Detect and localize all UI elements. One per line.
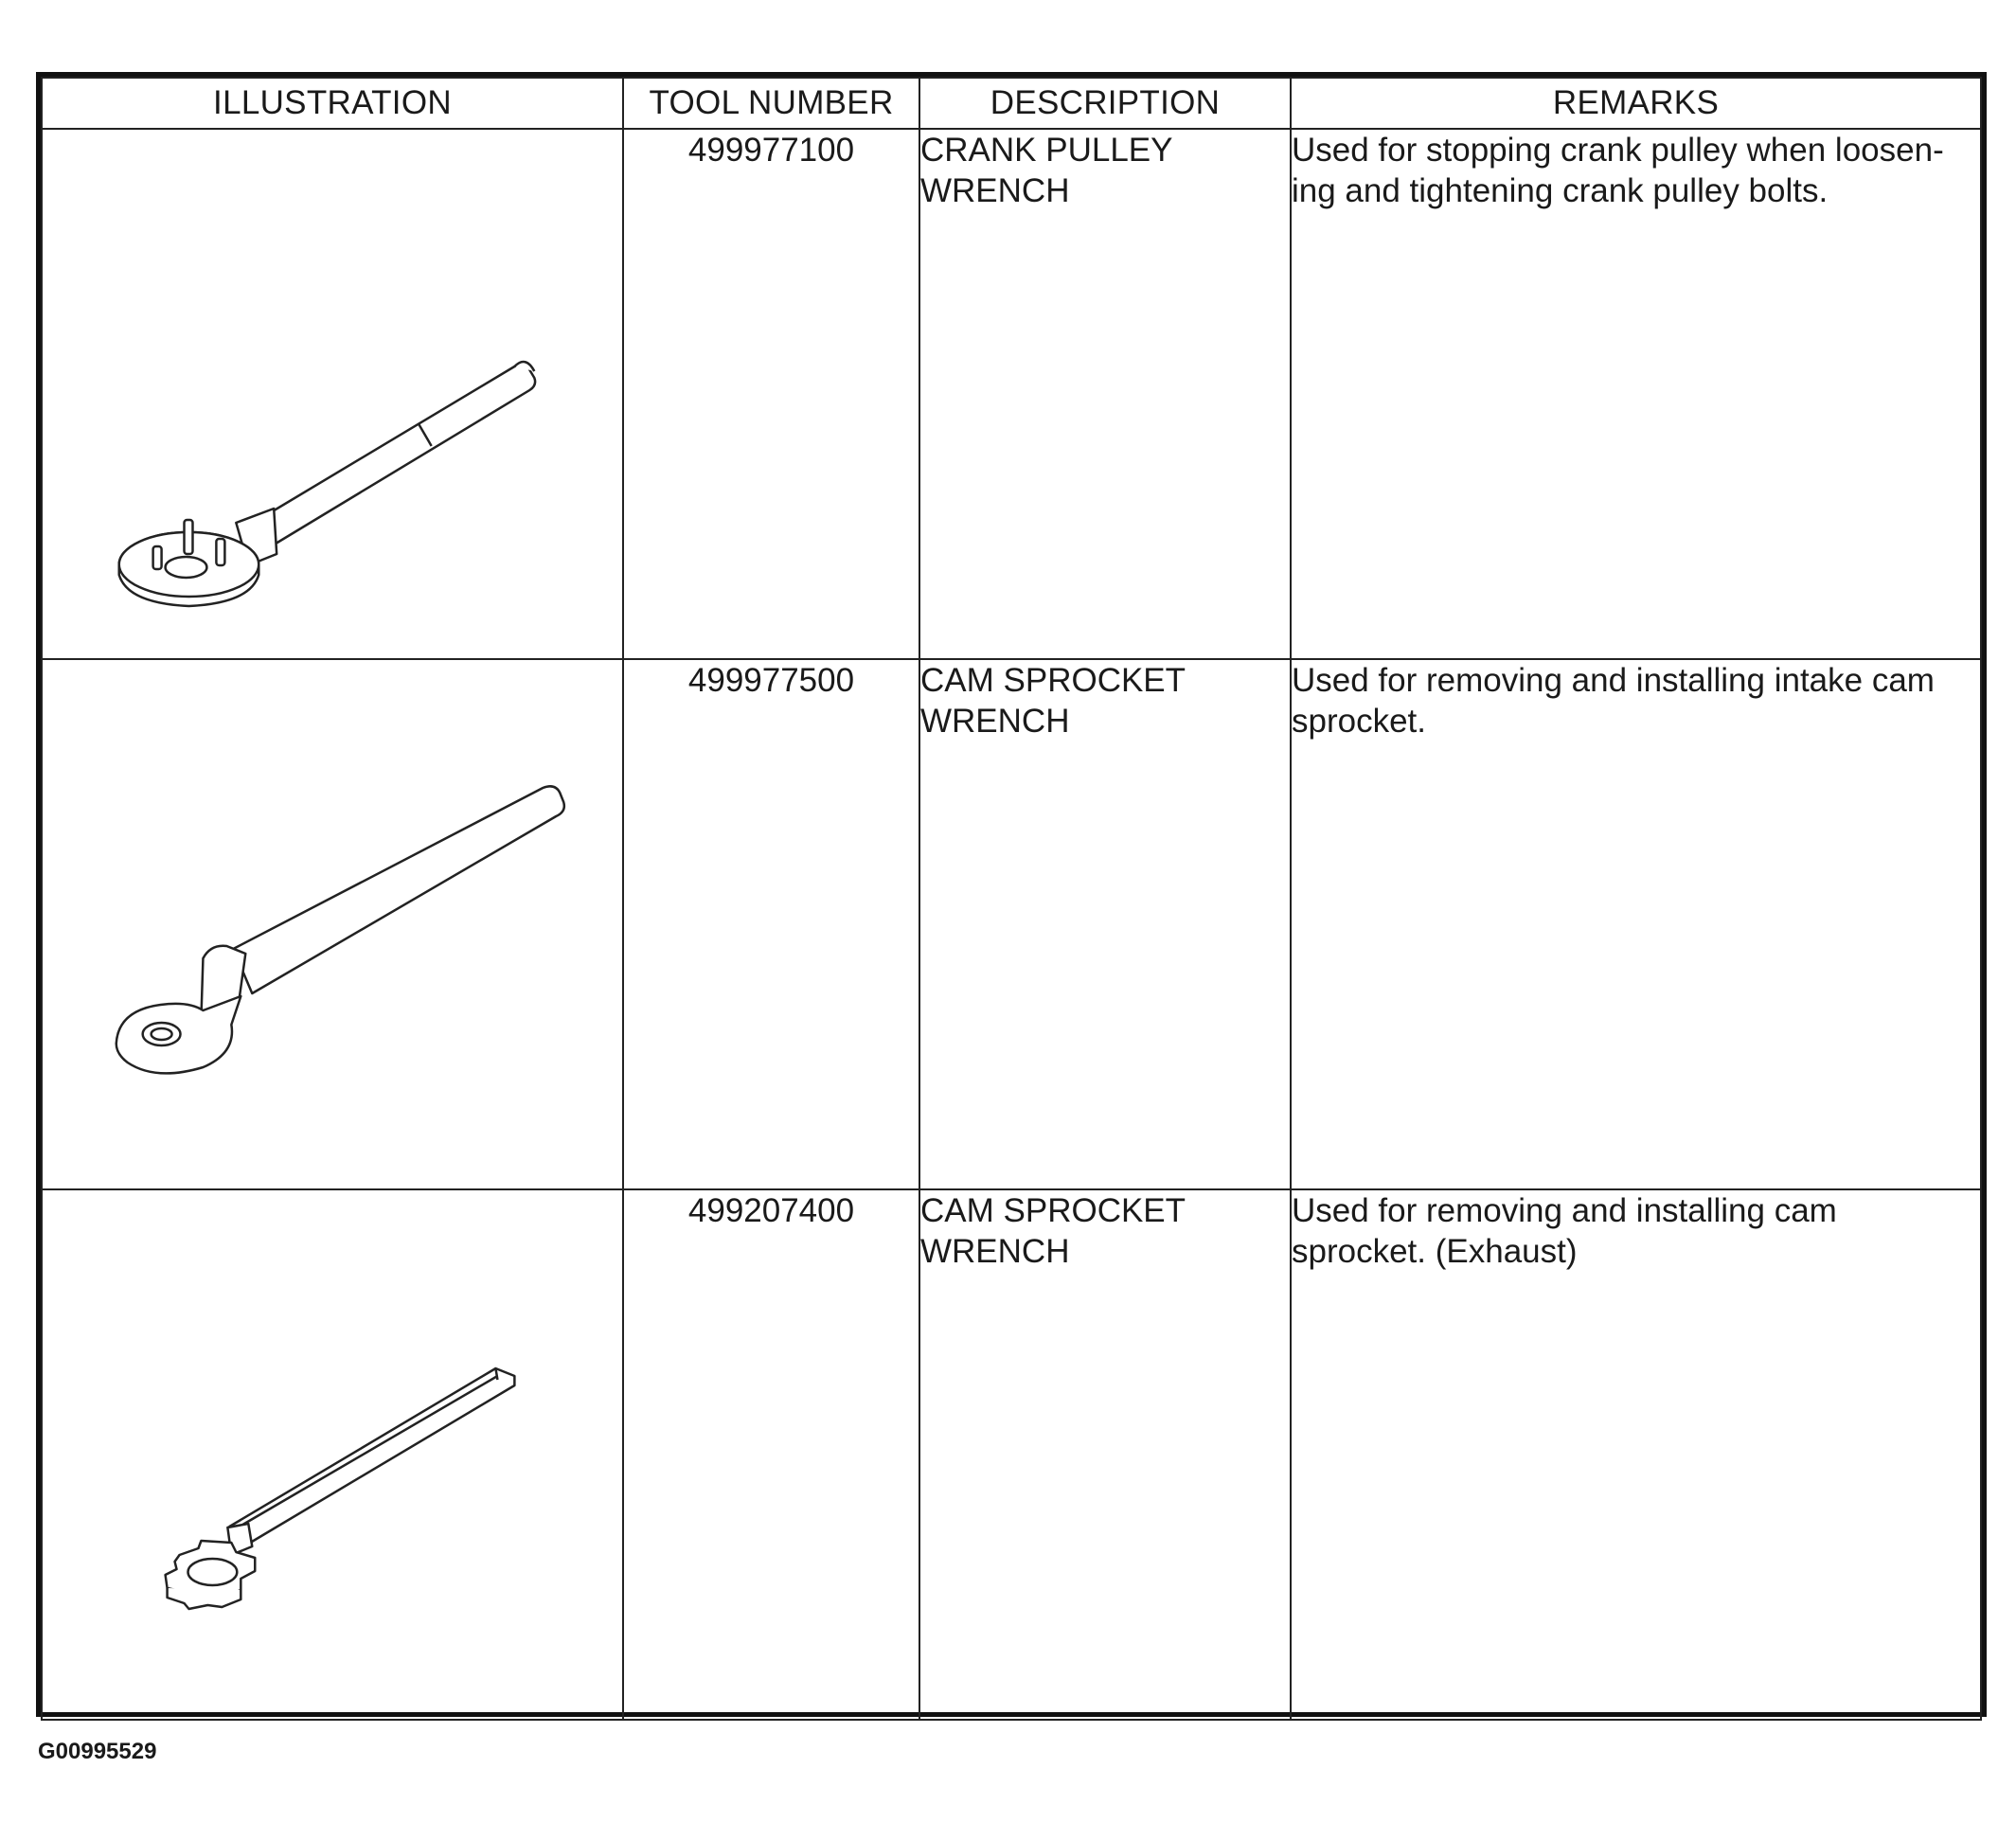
- illustration-cell: [42, 659, 623, 1189]
- description-line: WRENCH: [920, 1233, 1070, 1270]
- tool-description: [919, 129, 1291, 659]
- remarks-line: sprocket.: [1292, 703, 1426, 740]
- remarks-line: Used for removing and installing intake cam: [1292, 662, 1935, 699]
- tool-remarks: [1291, 659, 1981, 1189]
- tool-number: 499207400: [623, 1189, 919, 1720]
- tool-number: 499977100: [623, 129, 919, 659]
- header-illustration: ILLUSTRATION: [42, 78, 623, 129]
- header-row: [42, 78, 1981, 129]
- tool-description: [919, 659, 1291, 1189]
- illustration-cell: [42, 129, 623, 659]
- tool-description: [919, 1189, 1291, 1720]
- description-line: CRANK PULLEY: [920, 132, 1173, 169]
- remarks-line: sprocket. (Exhaust): [1292, 1233, 1578, 1270]
- special-tools-table-frame: [36, 72, 1987, 1717]
- table-row: [42, 659, 1981, 1189]
- table-row: [42, 1189, 1981, 1720]
- crank-pulley-wrench-icon: [43, 130, 622, 658]
- header-remarks: REMARKS: [1291, 78, 1981, 129]
- remarks-line: ing and tightening crank pulley bolts.: [1292, 172, 1829, 209]
- description-line: CAM SPROCKET: [920, 1192, 1186, 1229]
- remarks-line: Used for stopping crank pulley when loosen-: [1292, 132, 1944, 169]
- tool-remarks: [1291, 129, 1981, 659]
- tool-number: 499977500: [623, 659, 919, 1189]
- illustration-cell: [42, 1189, 623, 1720]
- exhaust-cam-sprocket-wrench-icon: [43, 1190, 622, 1719]
- cam-sprocket-wrench-icon: [43, 660, 622, 1188]
- remarks-line: Used for removing and installing cam: [1292, 1192, 1837, 1229]
- description-line: CAM SPROCKET: [920, 662, 1186, 699]
- description-line: WRENCH: [920, 703, 1070, 740]
- header-tool-number: TOOL NUMBER: [623, 78, 919, 129]
- special-tools-table: [41, 77, 1982, 1721]
- description-line: WRENCH: [920, 172, 1070, 209]
- tool-remarks: [1291, 1189, 1981, 1720]
- header-description: DESCRIPTION: [919, 78, 1291, 129]
- figure-code: G00995529: [38, 1739, 157, 1764]
- table-row: [42, 129, 1981, 659]
